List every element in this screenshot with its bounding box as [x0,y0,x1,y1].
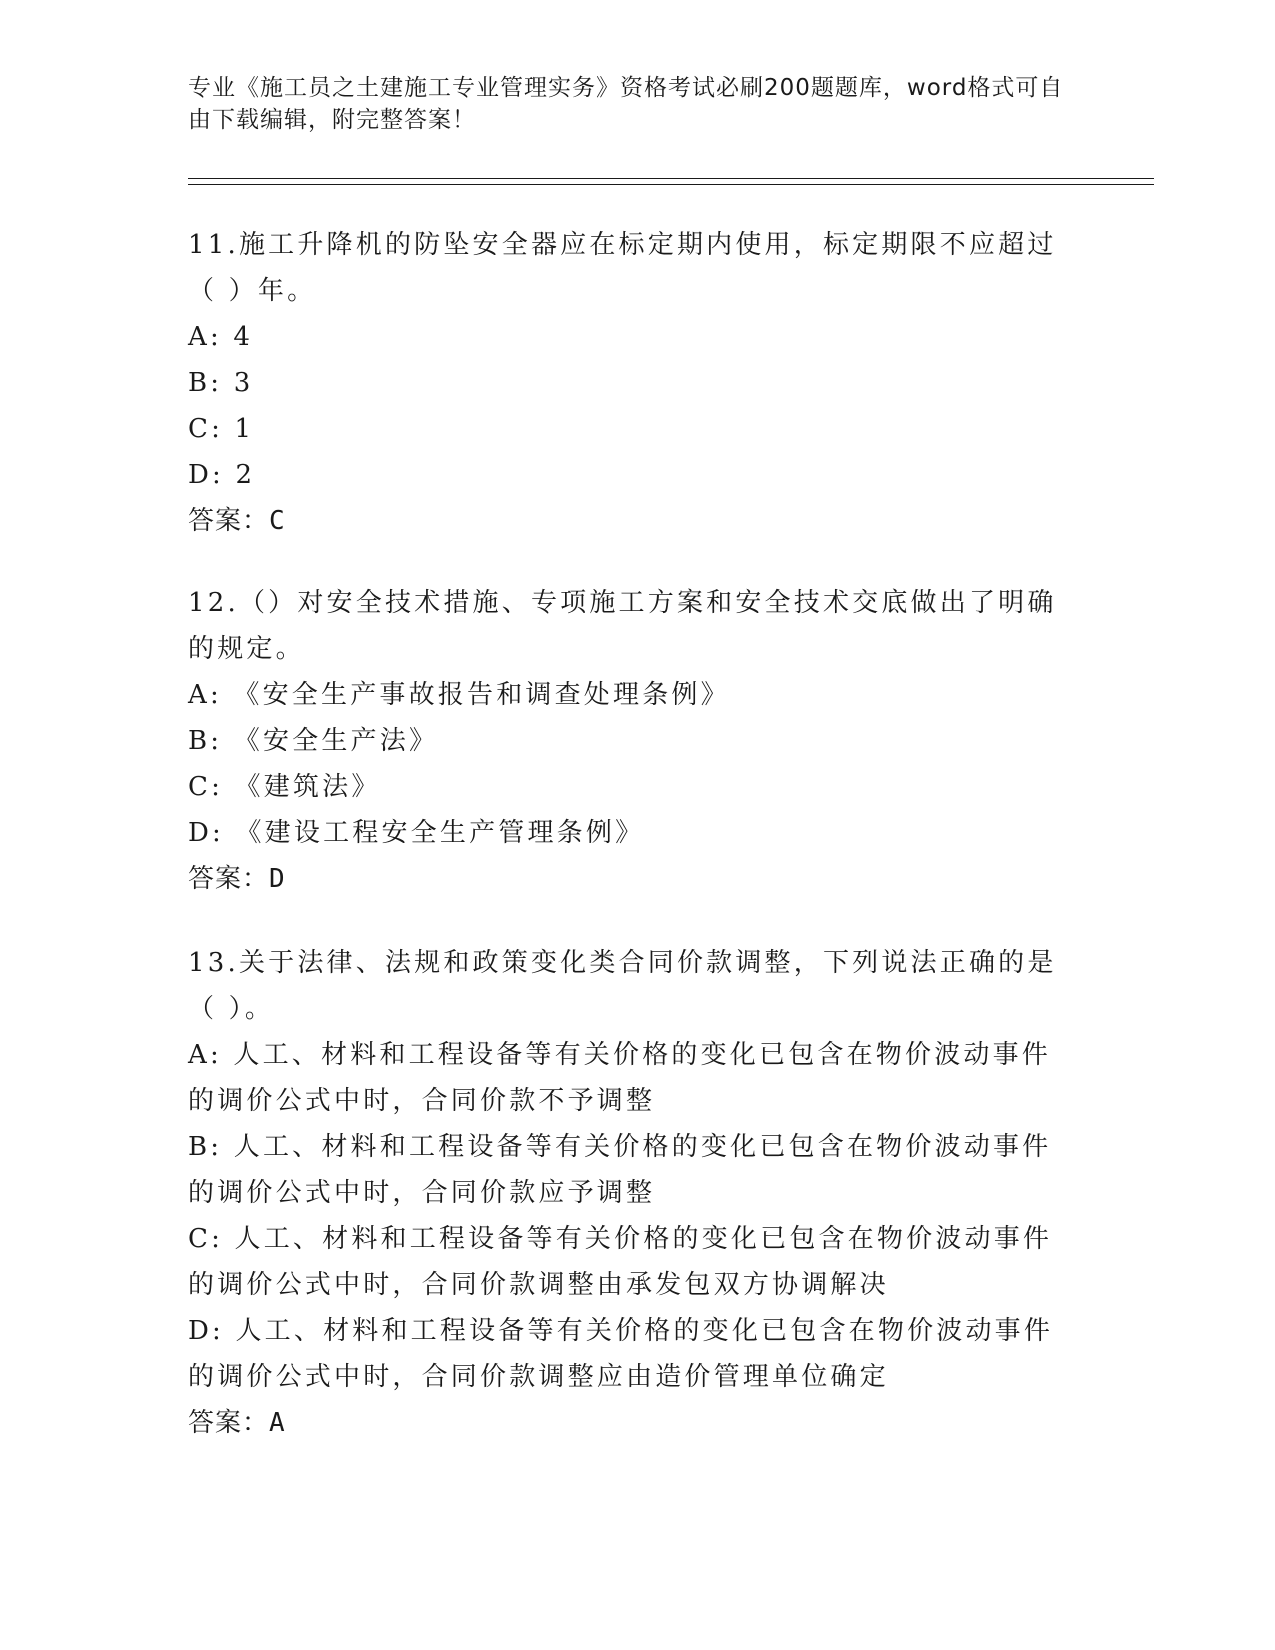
document-header: 专业《施工员之土建施工专业管理实务》资格考试必刷200题题库，word格式可自由下载编辑，附完整答案！ [188,75,1064,133]
option-text: 人工、材料和工程设备等有关价格的变化已包含在物价波动事件的调价公式中时，合同价款调整应由造价管理单位确定 [188,1316,1054,1392]
question-text: 12.（）对安全技术措施、专项施工方案和安全技术交底做出了明确的规定。 [188,588,1057,664]
answer-line [188,1400,1068,1446]
option-key: B: [188,368,223,398]
option-text: 1 [234,414,255,444]
option-c [188,406,1068,452]
option-key: C: [188,414,224,444]
option-d [188,452,1068,498]
option-text: 《建设工程安全生产管理条例》 [235,818,645,848]
option-d [188,810,1068,856]
option-text: 4 [233,322,254,352]
answer-value: C [269,506,286,536]
answer-line [188,856,1068,902]
option-b [188,1124,1068,1216]
answer-label: 答案： [188,506,270,536]
option-key: A: [188,322,222,352]
option-text: 人工、材料和工程设备等有关价格的变化已包含在物价波动事件的调价公式中时，合同价款应予调整 [188,1132,1052,1208]
option-a [188,1032,1068,1124]
option-key: D: [188,460,225,490]
option-key: B: [188,726,223,756]
option-text: 《安全生产法》 [233,726,439,756]
option-b [188,360,1068,406]
question-11 [188,222,1068,544]
option-c [188,1216,1068,1308]
option-b [188,718,1068,764]
answer-value: A [269,1408,286,1438]
question-12 [188,580,1068,902]
option-text: 2 [235,460,256,490]
option-text: 人工、材料和工程设备等有关价格的变化已包含在物价波动事件的调价公式中时，合同价款调整由承发包双方协调解决 [188,1224,1053,1300]
header-divider [188,178,1154,185]
answer-label: 答案： [188,1408,270,1438]
option-text: 《安全生产事故报告和调查处理条例》 [233,680,730,710]
answer-value: D [269,864,286,894]
option-key: D: [188,1316,225,1346]
option-key: C: [188,1224,224,1254]
option-key: A: [188,680,222,710]
option-d [188,1308,1068,1400]
answer-label: 答案： [188,864,270,894]
option-key: B: [188,1132,223,1162]
question-13 [188,940,1068,1446]
option-key: C: [188,772,224,802]
option-key: D: [188,818,225,848]
option-text: 人工、材料和工程设备等有关价格的变化已包含在物价波动事件的调价公式中时，合同价款不予调整 [188,1040,1052,1116]
option-c [188,764,1068,810]
option-text: 3 [233,368,254,398]
answer-line [188,498,1068,544]
question-text: 11.施工升降机的防坠安全器应在标定期内使用，标定期限不应超过（ ）年。 [188,230,1057,306]
option-key: A: [188,1040,222,1070]
option-a [188,672,1068,718]
option-a [188,314,1068,360]
option-text: 《建筑法》 [234,772,381,802]
question-text: 13.关于法律、法规和政策变化类合同价款调整，下列说法正确的是（ ）。 [188,948,1057,1024]
